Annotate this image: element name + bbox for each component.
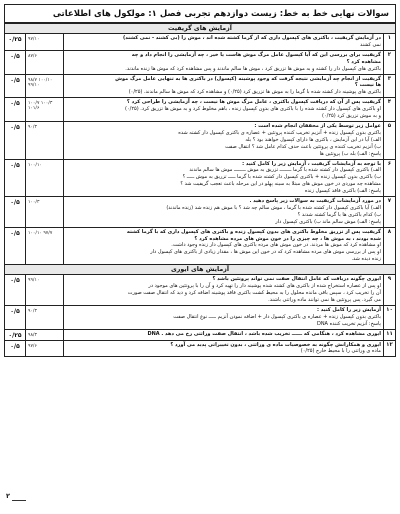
question-score: ۰/۵ — [5, 197, 26, 228]
answer-line: پاسخ: الف) باکتری فاقد کپسول زنده — [304, 188, 381, 195]
question-score: ۰/۵ — [5, 74, 26, 98]
question-number: ۸ — [383, 227, 395, 265]
exam-date-code: ۹۷/۶ — [26, 340, 64, 357]
question-text — [64, 121, 384, 159]
answer-line: او مشاهده کرد که موش ها مردند. در خون موش های مرده باکتری های کپسول دار زنده وجود داشت. — [171, 242, 381, 249]
question-row — [5, 74, 396, 98]
question-row — [5, 159, 396, 197]
question-row — [5, 98, 396, 122]
question-number: ۱ — [383, 34, 395, 51]
question-row — [5, 121, 396, 159]
question-score: ۰/۵ — [5, 98, 26, 122]
answer-line: الف) آیا در این آزمایش ، باکتری ها دارای کپسول خواهند بود ؟ بله — [245, 136, 381, 143]
question-line: ایوری چگونه دریافت که عامل انتقال صفت نمی تواند پروتئین باشد ؟ — [212, 276, 381, 283]
question-line: گریفیت از انجام چه آزمایشی نتیجه گرفت که وجود پوشینه (کپسول) در باکتری ها به تنهایی عامل مرگ موش — [115, 75, 381, 82]
exam-date-code: ۱۰۰/۱۰ ۹۷/۷ — [26, 227, 64, 265]
page-number: ۲ — [6, 492, 10, 500]
answer-line: الف) باکتری کپسول دار کشته شده با گرما ــــــــ تزریق به موش ــــــــ موش ها سالم ماندند — [189, 167, 381, 174]
exam-date-code: ۱۰۰/۳ — [26, 197, 64, 228]
question-line: ایوری و همکارانش چگونه به خصوصیات ماده ی وراثتی ، بدون تغییراتی پدید می آورد ؟ — [170, 341, 381, 348]
question-line: عوامل زیر توسط یکی از محققان انجام شده است : — [254, 122, 381, 129]
answer-line: نمی کشند — [359, 41, 381, 48]
answer-line: پاسخ: آنزیم تخریب کننده DNA — [316, 320, 381, 327]
question-number: ۱۲ — [383, 340, 395, 357]
question-score: ۰/۵ — [5, 340, 26, 357]
question-line: شده بودند ، به موش ها ، چه چیزی را در خون موش های مرده مشاهده کرد ؟ — [194, 235, 381, 242]
exam-date-code: ۱۰۰/۱۰ — [26, 159, 64, 197]
question-text — [64, 197, 384, 228]
answer-line: باکتری های پوشینه دار کشته شده با گرما را به موش ها تزریق کرد (۰/۲۵) و مشاهده کرد که موش ها سالم ماندند. (۰/۲۵) — [128, 89, 381, 96]
question-line: گریفیت پس از تزریق مخلوط باکتری های بدون کپسول زنده و باکتری های کپسول داری که با گرما کشته — [126, 228, 381, 235]
answer-line: زنده دیده شد. — [351, 256, 381, 263]
question-number: ۱۰ — [383, 305, 395, 329]
answer-line: ماده ی وراثتی را با محیط خارج (۰/۲۵) — [300, 348, 381, 355]
question-text — [64, 340, 384, 357]
questions-table — [4, 23, 396, 357]
exam-date-code: ۹۰/۳ — [26, 121, 64, 159]
exam-date-code: ۹۹/۱۰ — [26, 275, 64, 306]
question-number: ۲ — [383, 50, 395, 74]
answer-line: ب) آنزیم تخریب کننده ی پروتئین باعث حذف کدام عامل شد ؟ انتقال صفت — [225, 143, 381, 150]
question-number: ۴ — [383, 98, 395, 122]
answer-line: پاسخ: الف) موش سالم ماند ب) باکتری کپسول دار — [275, 218, 381, 225]
question-line: ایوری مشاهده کرد ، هنگامی که ــــــ تخریب شده باشد ، انتقال صفت وراثتی رخ می دهد . DNA — [147, 330, 381, 337]
question-line: در آزمایش گریفیت ، باکتری های کپسول داری که از گرما کشته شده اند ، موش را (بی کشند - نمی کشند) — [122, 35, 381, 41]
question-score: ۰/۲۵ — [5, 329, 26, 340]
question-text — [64, 305, 384, 329]
answer-line: او پس از بررسی موش های مرده مشاهده کرد که در خون این موش ها ، مقدار زیادی از باکتری های کپسول دار — [150, 249, 381, 256]
exam-date-code: ۹۰/۳ — [26, 305, 64, 329]
question-row — [5, 340, 396, 357]
answer-line: مشاهده چه موردی در خون موش های مبتلا به سینه پهلو در این مرحله باعث تعجب گریفیت شد ؟ — [180, 181, 381, 188]
question-line: آزمایش زیر را کامل کنید : — [317, 306, 381, 313]
question-score: ۰/۲۵ — [5, 34, 26, 51]
exam-date-code: ۹۸/۳ — [26, 329, 64, 340]
answer-line: او باکتری های کپسول دار کشته شده را با باکتری های بدون کپسول زنده ، باهم مخلوط کرد و به موش ها تزریق کرد. (۰/۲۵) — [125, 106, 381, 113]
question-text — [64, 74, 384, 98]
question-text — [64, 98, 384, 122]
question-score: ۰/۵ — [5, 275, 26, 306]
question-row — [5, 305, 396, 329]
question-score: ۰/۵ — [5, 227, 26, 265]
answer-line: او پس از عصاره استخراج شده از باکتری های کشته شده پوشینه دار را تهیه کرد و آن را با پروتئین های موجود در — [148, 283, 381, 290]
answer-line: ب) کدام باکتری ها با گرما کشته شدند ؟ — [297, 211, 381, 218]
question-number: ۱۱ — [383, 329, 395, 340]
answer-line: الف) آیا باکتری کپسول دار کشته شده با گرما ، موش سالم چه شد ؟ با موش هم زنده شد (زنده ماندند) — [166, 204, 381, 211]
answer-line: باکتری بدون کپسول زنده + آنزیم تخریب کننده پروتئین + عصاره ی باکتری کپسول دار کشته شده — [178, 129, 381, 136]
exam-date-code: ۹۸/۷ ۱۰۰/۱۰ ۹۹/۱۰ — [26, 74, 64, 98]
question-text — [64, 227, 384, 265]
exam-date-code: ۹۷/۱۰ — [26, 34, 64, 51]
answer-line: و به موش تزریق کرد (۰/۲۵) — [322, 113, 381, 120]
question-row — [5, 50, 396, 74]
page — [4, 4, 396, 500]
question-score: ۰/۵ — [5, 305, 26, 329]
section-title: آزمایش های گریفیت — [5, 24, 396, 34]
question-score: ۰/۵ — [5, 159, 26, 197]
answer-line: ب) باکتری بدون کپسول زنده + باکتری کپسول دار کشته شده با گرما ـــــ تزریق به موش ـــــ ؟ — [182, 174, 381, 181]
question-number: ۳ — [383, 74, 395, 98]
footer-divider — [12, 500, 26, 501]
question-line: گریفیت برای بررسی این که آیا کپسول عامل مرگ موش هاست یا خیر ، چه آزمایشی را انجام داد و چه — [131, 51, 381, 58]
question-line: مشاهده کرد ؟ — [346, 58, 381, 65]
answer-line: آن را تخریب کرد ، سپس باقی مانده محلول را به محیط کشت باکتری فاقد پوشینه اضافه کرد و دید که انتقال صفت صورت — [127, 290, 381, 296]
question-text — [64, 34, 384, 51]
question-row — [5, 227, 396, 265]
question-text — [64, 275, 384, 306]
question-row — [5, 34, 396, 51]
section-header — [5, 265, 396, 275]
question-score: ۰/۵ — [5, 50, 26, 74]
section-title: آزمایش های ایوری — [5, 265, 396, 275]
section-header — [5, 24, 396, 34]
question-row — [5, 329, 396, 340]
question-line: ها نیست ؟ — [354, 82, 381, 89]
question-number: ۶ — [383, 159, 395, 197]
question-line: گریفیت پس از آن که دریافت کپسول باکتری ، عامل مرگ موش ها نیست ، چه آزمایشی را طراحی کرد ؟ — [126, 99, 381, 106]
question-number: ۹ — [383, 275, 395, 306]
question-line: با توجه به آزمایشات گریفیت ، آزمایش زیر را کامل کنید : — [242, 160, 381, 167]
question-number: ۷ — [383, 197, 395, 228]
answer-line: باکتری بدون کپسول زنده + عصاره ی باکتری کپسول دار + اضافه نمودن آنزیم ـــــ نوع انتقال صفت — [173, 313, 381, 320]
question-row — [5, 275, 396, 306]
question-line: در مورد آزمایشات گریفیت به سوالات زیر پاسخ دهید . — [249, 198, 381, 205]
question-text — [64, 159, 384, 197]
question-row — [5, 197, 396, 228]
question-number: ۵ — [383, 121, 395, 159]
answer-line: می گیرد. پس پروتئین ها نمی توانند ماده وراثتی باشند. — [268, 296, 381, 303]
question-text — [64, 329, 384, 340]
exam-date-code: ۱۰۰/۷ ۱۰۰/۳ ۱۰۱/۶ — [26, 98, 64, 122]
question-score: ۰/۵ — [5, 121, 26, 159]
answer-line: باکتری های کپسول دار را کشته و به موش ها تزریق کرد ، موش ها سالم ماندند و پس مشاهده کرد که موش ها زنده ماندند. — [125, 65, 381, 72]
exam-date-code: ۸۷/۶ — [26, 50, 64, 74]
page-title: سوالات نهایی خط به خط: زیست دوازدهم تجربی فصل ۱: مولکول های اطلاعاتی — [4, 4, 396, 23]
question-text — [64, 50, 384, 74]
answer-line: پاسخ: الف) بله ب) پروتئین ها — [319, 150, 381, 157]
